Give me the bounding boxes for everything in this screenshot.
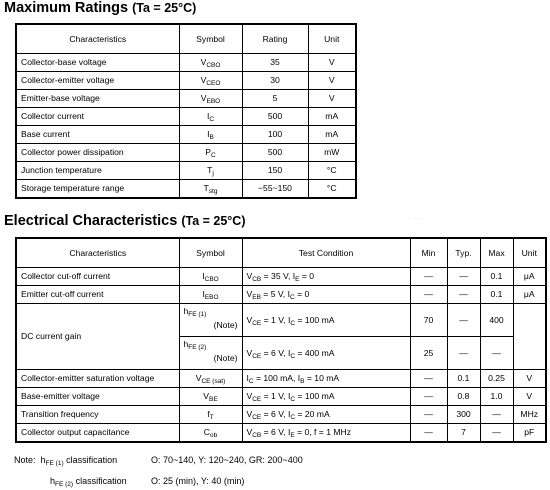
characteristic: Storage temperature range (16, 180, 179, 199)
condition-subscript: B (300, 378, 305, 385)
symbol (179, 370, 242, 388)
rating: 100 (242, 126, 308, 144)
symbol-subscript: j (212, 170, 214, 177)
header-cell: Symbol (179, 238, 242, 268)
unit (513, 304, 546, 370)
symbol (179, 90, 242, 108)
min-value: — (410, 406, 447, 424)
max-value: 400 (480, 304, 513, 337)
max-value: 0.25 (480, 370, 513, 388)
note-line-1: Note: $h_{FE (1)}$ classification O: 70~140, Y: 120~240, GR: 200~400 (14, 455, 303, 467)
min-value: — (410, 424, 447, 443)
unit: μA (513, 286, 546, 304)
max-header-row (16, 24, 356, 54)
min-value: — (410, 286, 447, 304)
header-cell: Typ. (447, 238, 480, 268)
symbol-subscript: EBO (206, 98, 221, 105)
unit: V (308, 90, 356, 108)
condition-subscript: EB (252, 294, 261, 301)
condition-text: V (246, 314, 253, 325)
condition-subscript: C (289, 294, 295, 301)
symbol (179, 126, 242, 144)
rating: 30 (242, 72, 308, 90)
condition-text: V (246, 391, 253, 401)
unit: mA (308, 108, 356, 126)
table-row (16, 406, 546, 424)
characteristic: Emitter cut-off current (16, 286, 179, 304)
condition-subscript: C (290, 319, 296, 327)
unit: pF (513, 424, 546, 443)
symbol-subscript: CBO (204, 276, 219, 283)
condition-text: = 100 mA (295, 314, 335, 325)
unit: °C (308, 162, 356, 180)
symbol-subscript: BE (209, 396, 218, 403)
test-condition (242, 406, 410, 424)
symbol (179, 286, 242, 304)
symbol (179, 406, 242, 424)
characteristic: Transition frequency (16, 406, 179, 424)
note-ref: (Note) (213, 320, 238, 330)
header-cell: Symbol (179, 24, 242, 54)
symbol-letter: I (202, 289, 205, 299)
table-row (16, 90, 356, 108)
symbol-letter: V (195, 373, 202, 383)
electrical-heading (4, 213, 246, 229)
characteristic: Emitter-base voltage (16, 90, 179, 108)
symbol-with-note (179, 337, 242, 370)
electrical-table (15, 237, 547, 443)
test-condition (242, 304, 410, 337)
symbol (179, 144, 242, 162)
electrical-condition: (Ta = 25°C) (181, 214, 246, 228)
min-value: — (410, 388, 447, 406)
rating: 500 (242, 108, 308, 126)
condition-subscript: CE (252, 319, 262, 327)
condition-text: = 0 (299, 271, 315, 281)
characteristic: DC current gain (16, 304, 179, 370)
table-row (16, 144, 356, 162)
characteristic: Junction temperature (16, 162, 179, 180)
unit: V (308, 72, 356, 90)
symbol-subscript: CBO (206, 62, 221, 69)
symbol-subscript: C (209, 116, 215, 123)
unit: MHz (513, 406, 546, 424)
symbol-subscript: FE (2) (188, 344, 207, 351)
symbol (179, 108, 242, 126)
elec-header-row (16, 238, 546, 268)
condition-text: = 100 mA (295, 391, 335, 401)
table-row (16, 72, 356, 90)
condition-subscript: CE (252, 396, 262, 403)
header-cell: Characteristics (16, 24, 179, 54)
symbol-letter: f (207, 409, 210, 419)
unit: V (513, 388, 546, 406)
symbol-letter: C (203, 427, 210, 437)
max-value: — (480, 424, 513, 443)
symbol (179, 162, 242, 180)
characteristic: Collector cut-off current (16, 268, 179, 286)
note-2-values: O: 25 (min), Y: 40 (min) (151, 476, 245, 486)
header-cell: Rating (242, 24, 308, 54)
condition-text: = 0, f = 1 MHz (294, 427, 352, 437)
min-value: 70 (410, 304, 447, 337)
symbol-subscript: T (209, 414, 214, 421)
symbol-letter: V (200, 75, 207, 85)
symbol-subscript: CEO (206, 80, 221, 87)
unit: mA (308, 126, 356, 144)
table-row (16, 126, 356, 144)
condition-text: = 6 V, I (261, 427, 291, 437)
condition-subscript: C (290, 352, 296, 360)
unit: V (308, 54, 356, 72)
gain-row (16, 304, 546, 337)
symbol-subscript: B (209, 134, 214, 141)
symbol-subscript: FE (1) (188, 311, 207, 318)
symbol-letter: I (202, 271, 205, 281)
table-row (16, 424, 546, 443)
symbol (179, 54, 242, 72)
condition-subscript: C (248, 378, 254, 385)
header-cell: Characteristics (16, 238, 179, 268)
test-condition (242, 337, 410, 370)
typ-value: — (447, 304, 480, 337)
header-cell: Unit (308, 24, 356, 54)
symbol-subscript: EBO (204, 294, 219, 301)
typ-value: — (447, 337, 480, 370)
note-label: Note: (14, 455, 36, 465)
max-ratings-condition: (Ta = 25°C) (132, 1, 197, 15)
condition-subscript: CE (252, 352, 262, 360)
test-condition (242, 424, 410, 443)
rating: 150 (242, 162, 308, 180)
symbol-letter: T (203, 183, 209, 193)
typ-value: 0.8 (447, 388, 480, 406)
symbol-subscript: CE (sat) (201, 378, 226, 385)
symbol (179, 72, 242, 90)
test-condition (242, 370, 410, 388)
table-row (16, 108, 356, 126)
unit: mW (308, 144, 356, 162)
condition-subscript: CB (252, 276, 262, 283)
symbol (179, 388, 242, 406)
table-row (16, 388, 546, 406)
symbol (179, 180, 242, 199)
condition-text: = 1 V, I (261, 391, 291, 401)
table-row (16, 180, 356, 199)
header-cell: Test Condition (242, 238, 410, 268)
header-cell: Min (410, 238, 447, 268)
table-row (16, 370, 546, 388)
scan-specks: · ··· · (408, 216, 434, 222)
condition-text: = 100 mA, I (253, 373, 301, 383)
rating: 35 (242, 54, 308, 72)
symbol-subscript: ob (209, 432, 218, 439)
characteristic: Collector power dissipation (16, 144, 179, 162)
symbol-letter: P (205, 147, 212, 157)
condition-text: V (246, 409, 253, 419)
symbol-letter: I (207, 129, 210, 139)
note-ref: (Note) (213, 353, 238, 363)
characteristic: Base-emitter voltage (16, 388, 179, 406)
condition-text: = 35 V, I (261, 271, 296, 281)
condition-text: = 10 mA (304, 373, 340, 383)
table-row (16, 268, 546, 286)
unit: V (513, 370, 546, 388)
unit: °C (308, 180, 356, 199)
typ-value: 0.1 (447, 370, 480, 388)
characteristic: Collector current (16, 108, 179, 126)
max-value: 0.1 (480, 286, 513, 304)
condition-subscript: C (290, 396, 296, 403)
characteristic: Collector-emitter saturation voltage (16, 370, 179, 388)
max-ratings-table (15, 23, 357, 199)
table-row (16, 54, 356, 72)
header-cell: Max (480, 238, 513, 268)
max-value: 0.1 (480, 268, 513, 286)
symbol-letter: V (203, 391, 210, 401)
typ-value: — (447, 268, 480, 286)
symbol-with-note (179, 304, 242, 337)
symbol (179, 424, 242, 443)
symbol-subscript: C (211, 152, 216, 159)
condition-subscript: C (290, 414, 296, 421)
condition-text: = 20 mA (295, 409, 330, 419)
symbol (179, 268, 242, 286)
max-value: — (480, 337, 513, 370)
condition-subscript: CE (252, 414, 262, 421)
typ-value: 7 (447, 424, 480, 443)
symbol-letter: h (183, 339, 189, 349)
characteristic: Collector-base voltage (16, 54, 179, 72)
symbol-letter: T (207, 165, 213, 175)
electrical-title: Electrical Characteristics (4, 213, 178, 229)
typ-value: 300 (447, 406, 480, 424)
test-condition (242, 286, 410, 304)
condition-text: = 6 V, I (261, 347, 291, 358)
condition-subscript: CB (252, 432, 262, 439)
condition-text: V (246, 289, 253, 299)
symbol-letter: V (200, 93, 207, 103)
condition-subscript: E (290, 432, 295, 439)
max-ratings-title: Maximum Ratings (4, 0, 129, 16)
max-ratings-heading (4, 0, 196, 16)
condition-subscript: E (295, 276, 300, 283)
condition-text: V (246, 271, 253, 281)
typ-value: — (447, 286, 480, 304)
condition-text: = 1 V, I (261, 314, 291, 325)
rating: −55~150 (242, 180, 308, 199)
condition-text: = 400 mA (295, 347, 335, 358)
test-condition (242, 268, 410, 286)
condition-text: = 6 V, I (261, 409, 291, 419)
header-cell: Unit (513, 238, 546, 268)
symbol-letter: V (200, 57, 207, 67)
table-row (16, 286, 546, 304)
min-value: 25 (410, 337, 447, 370)
min-value: — (410, 370, 447, 388)
condition-text: V (246, 427, 253, 437)
symbol-subscript: stg (208, 188, 218, 195)
note-1-values: O: 70~140, Y: 120~240, GR: 200~400 (151, 455, 303, 465)
test-condition (242, 388, 410, 406)
max-value: 1.0 (480, 388, 513, 406)
condition-text: V (246, 347, 253, 358)
table-row (16, 162, 356, 180)
max-value: — (480, 406, 513, 424)
rating: 500 (242, 144, 308, 162)
rating: 5 (242, 90, 308, 108)
unit: μA (513, 268, 546, 286)
characteristic: Collector output capacitance (16, 424, 179, 443)
symbol-letter: h (183, 306, 189, 316)
condition-text: = 5 V, I (260, 289, 290, 299)
condition-text: = 0 (294, 289, 310, 299)
condition-text: I (246, 373, 249, 383)
min-value: — (410, 268, 447, 286)
characteristic: Base current (16, 126, 179, 144)
symbol-letter: I (206, 111, 210, 121)
note-line-2: $h_{FE (2)}$ classification O: 25 (min), Y: 40 (min) (50, 476, 245, 488)
characteristic: Collector-emitter voltage (16, 72, 179, 90)
